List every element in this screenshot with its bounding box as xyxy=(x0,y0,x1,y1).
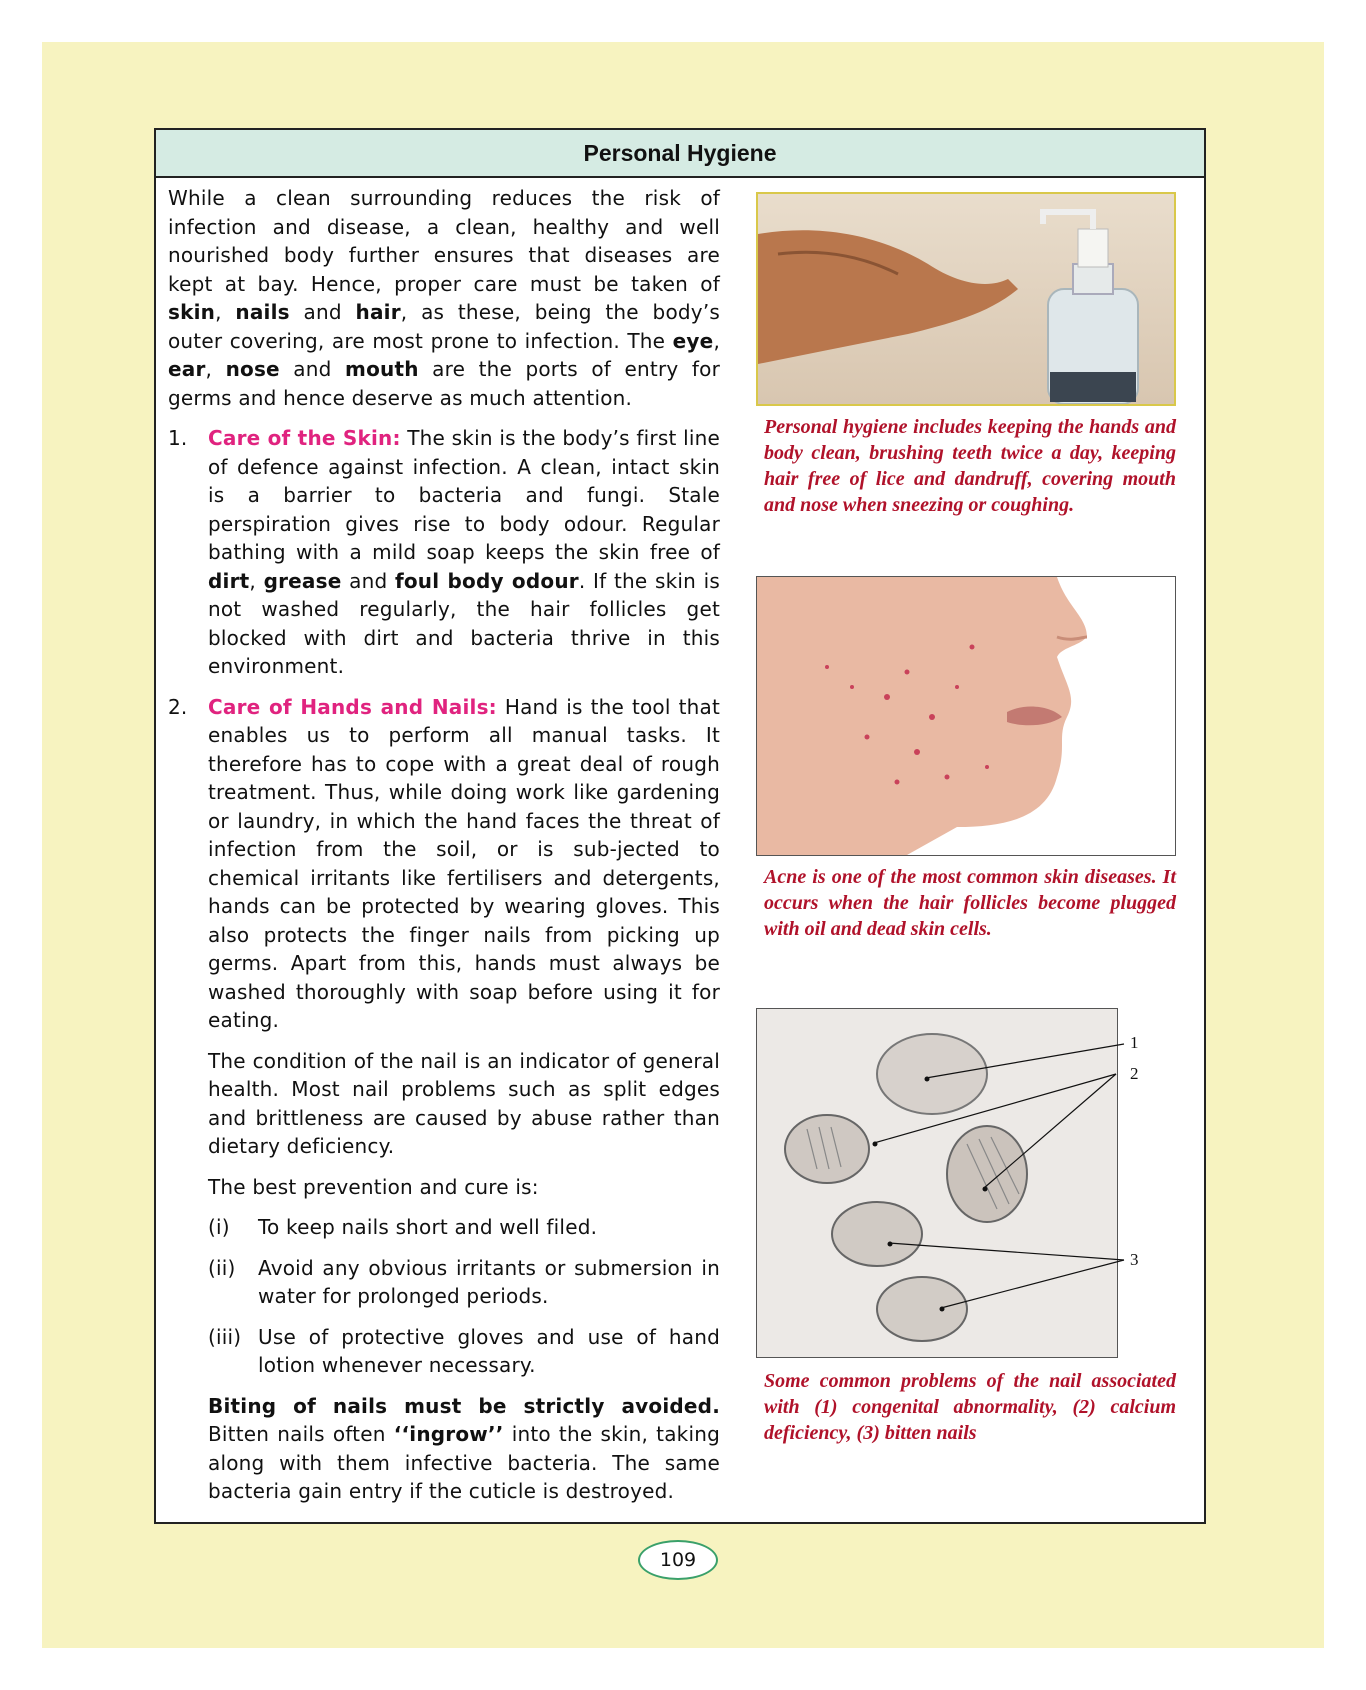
acne-illustration xyxy=(757,577,1175,855)
item-care-of-skin: 1. Care of the Skin: The skin is the body’s first line of defence against infection. A clean, intact skin is a barrier to bacteria and fungi. Stale perspiration gives rise to body odour. Regular bathing with a mild soap keeps the skin free of dirt, grease and foul body odour. If the skin is not washed regularly, the hair follicles get blocked with dirt and bacteria thrive in this environment. xyxy=(168,426,720,678)
intro-paragraph: While a clean surrounding reduces the risk of infection and disease, a clean, healthy and well nourished body further ensures that diseases are kept at bay. Hence, proper care must be taken of skin, nails and hair, as these, being the body’s outer covering, are most prone to infection. The eye, ear, nose and mouth are the ports of entry for germs and hence deserve as much attention. xyxy=(168,186,720,410)
figure-label-3: 3 xyxy=(1130,1250,1139,1269)
caption-hygiene: Personal hygiene includes keeping the hands and body clean, brushing teeth twice a day, keeping hair free of lice and dandruff, covering mouth and nose when sneezing or coughing. xyxy=(764,416,1176,516)
nail-condition-paragraph: The condition of the nail is an indicator of general health. Most nail problems such as split edges and brittleness are caused by abuse rather than dietary deficiency. xyxy=(208,1048,720,1158)
prevention-paragraph: The best prevention and cure is: xyxy=(208,1174,539,1199)
body-text xyxy=(168,184,720,1518)
figure-label-2: 2 xyxy=(1130,1064,1139,1083)
list-item: (ii) Avoid any obvious irritants or submersion in water for prolonged periods. xyxy=(208,1255,720,1308)
figure-label-1: 1 xyxy=(1130,1033,1139,1052)
page-title: Personal Hygiene xyxy=(156,130,1204,178)
heading-care-of-hands: Care of Hands and Nails: xyxy=(208,694,497,719)
list-item: (iii) Use of protective gloves and use of hand lotion whenever necessary. xyxy=(208,1324,720,1377)
caption-nails: Some common problems of the nail associated with (1) congenital abnormality, (2) calcium deficiency, (3) bitten nails xyxy=(764,1370,1176,1444)
page-number: 109 xyxy=(638,1540,718,1580)
hand-sanitizer-illustration xyxy=(758,194,1174,404)
item-care-of-hands: 2. Care of Hands and Nails: Hand is the tool that enables us to perform all manual tasks. It therefore has to cope with a great deal of rough treatment. Thus, while doing work like gardening or laundry, in which the hand faces the threat of infection from the soil, or is sub-jected to chemical irritants like fertilisers and detergents, hands can be protected by wearing gloves. This also protects the finger nails from picking up germs. Apart from this, hands must always be washed thoroughly with soap before using it for eating. xyxy=(168,694,720,1032)
nail-biting-paragraph: Biting of nails must be strictly avoided. Bitten nails often ‘‘ingrow’’ into the skin, taking along with them infective bacteria. The same bacteria gain entry if the cuticle is destroyed. xyxy=(208,1393,720,1503)
heading-care-of-skin: Care of the Skin: xyxy=(208,426,401,450)
hand-sanitizer-image xyxy=(756,192,1176,406)
nail-label-lines xyxy=(756,1008,1196,1358)
content-box xyxy=(154,128,1206,1524)
list-item: (i) To keep nails short and well filed. xyxy=(208,1215,598,1239)
acne-image xyxy=(756,576,1176,856)
caption-acne: Acne is one of the most common skin diseases. It occurs when the hair follicles become plugged with oil and dead skin cells. xyxy=(764,866,1176,940)
